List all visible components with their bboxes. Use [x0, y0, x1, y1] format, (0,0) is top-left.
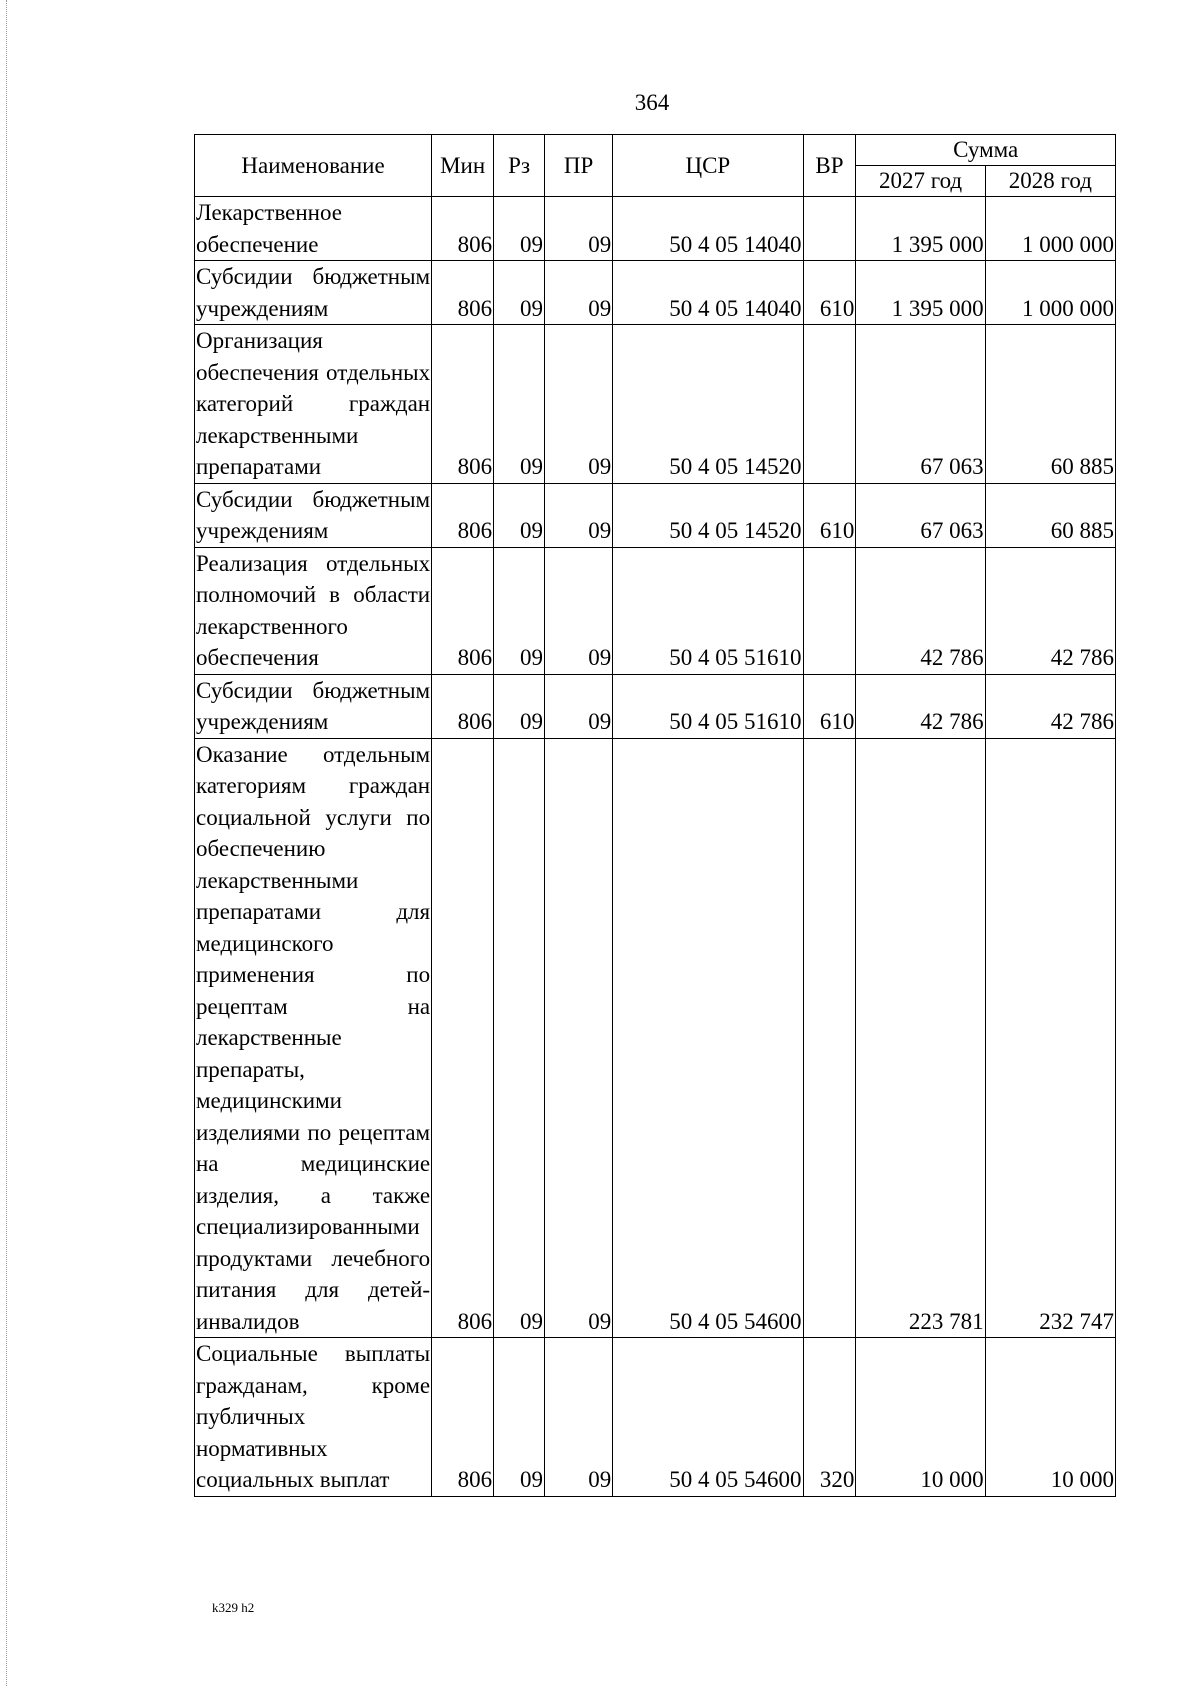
cell-pr: 09 [545, 325, 613, 484]
cell-vr: 320 [803, 1338, 856, 1497]
cell-rz: 09 [494, 1338, 545, 1497]
header-sum: Сумма [856, 135, 1116, 166]
cell-csr: 50 4 05 14520 [613, 483, 803, 547]
cell-name: Организация обеспечения отдельных категорий граждан лекарственными препаратами [195, 325, 432, 484]
cell-rz: 09 [494, 738, 545, 1338]
footer-code: k329 h2 [212, 1600, 255, 1615]
header-year-2028: 2028 год [985, 166, 1115, 197]
header-pr: ПР [545, 135, 613, 197]
cell-sum-2028: 1 000 000 [985, 261, 1115, 325]
cell-name: Субсидии бюджетным учреждениям [195, 261, 432, 325]
page-number: 364 [634, 90, 670, 115]
cell-min: 806 [432, 325, 494, 484]
table-row [195, 483, 1116, 547]
table-row [195, 325, 1116, 484]
cell-pr: 09 [545, 483, 613, 547]
header-min: Мин [432, 135, 494, 197]
cell-csr: 50 4 05 54600 [613, 1338, 803, 1497]
cell-rz: 09 [494, 547, 545, 674]
cell-name: Оказание отдельным категориям граждан социальной услуги по обеспечению лекарственными препаратами для медицинского применения по рецептам на лекарственные препараты, медицинскими изделиями по рецептам на медицинские изделия, а также специализированными продуктами лечебного питания для детей-инвалидов [195, 738, 432, 1338]
cell-sum-2028: 232 747 [985, 738, 1115, 1338]
table-row [195, 261, 1116, 325]
cell-vr [803, 197, 856, 261]
cell-sum-2028: 60 885 [985, 325, 1115, 484]
cell-csr: 50 4 05 14040 [613, 261, 803, 325]
cell-sum-2027: 1 395 000 [856, 261, 985, 325]
cell-rz: 09 [494, 674, 545, 738]
table-header [195, 135, 1116, 197]
header-year-2027: 2027 год [856, 166, 985, 197]
cell-name: Социальные выплаты гражданам, кроме публичных нормативных социальных выплат [195, 1338, 432, 1497]
header-rz: Рз [494, 135, 545, 197]
table-body [195, 197, 1116, 1497]
cell-vr: 610 [803, 483, 856, 547]
cell-min: 806 [432, 261, 494, 325]
cell-csr: 50 4 05 51610 [613, 547, 803, 674]
cell-vr [803, 738, 856, 1338]
cell-pr: 09 [545, 547, 613, 674]
cell-csr: 50 4 05 14040 [613, 197, 803, 261]
cell-sum-2027: 67 063 [856, 325, 985, 484]
cell-csr: 50 4 05 51610 [613, 674, 803, 738]
table-row [195, 1338, 1116, 1497]
cell-sum-2028: 60 885 [985, 483, 1115, 547]
cell-sum-2028: 1 000 000 [985, 197, 1115, 261]
cell-pr: 09 [545, 197, 613, 261]
table-row [195, 674, 1116, 738]
cell-sum-2027: 42 786 [856, 547, 985, 674]
header-csr: ЦСР [613, 135, 803, 197]
cell-pr: 09 [545, 261, 613, 325]
cell-sum-2027: 42 786 [856, 674, 985, 738]
cell-sum-2028: 42 786 [985, 547, 1115, 674]
cell-rz: 09 [494, 197, 545, 261]
cell-name: Субсидии бюджетным учреждениям [195, 674, 432, 738]
cell-min: 806 [432, 738, 494, 1338]
cell-sum-2027: 1 395 000 [856, 197, 985, 261]
cell-rz: 09 [494, 483, 545, 547]
table-row [195, 547, 1116, 674]
cell-sum-2027: 67 063 [856, 483, 985, 547]
cell-vr [803, 325, 856, 484]
cell-min: 806 [432, 547, 494, 674]
cell-vr: 610 [803, 261, 856, 325]
cell-pr: 09 [545, 738, 613, 1338]
cell-pr: 09 [545, 1338, 613, 1497]
cell-min: 806 [432, 197, 494, 261]
budget-table [194, 134, 1116, 1497]
cell-pr: 09 [545, 674, 613, 738]
header-vr: ВР [803, 135, 856, 197]
cell-min: 806 [432, 483, 494, 547]
cell-sum-2028: 42 786 [985, 674, 1115, 738]
cell-vr [803, 547, 856, 674]
cell-rz: 09 [494, 261, 545, 325]
table-row [195, 738, 1116, 1338]
cell-vr: 610 [803, 674, 856, 738]
header-name: Наименование [195, 135, 432, 197]
cell-name: Субсидии бюджетным учреждениям [195, 483, 432, 547]
cell-sum-2027: 10 000 [856, 1338, 985, 1497]
cell-rz: 09 [494, 325, 545, 484]
cell-min: 806 [432, 1338, 494, 1497]
cell-name: Реализация отдельных полномочий в области лекарственного обеспечения [195, 547, 432, 674]
cell-min: 806 [432, 674, 494, 738]
cell-sum-2027: 223 781 [856, 738, 985, 1338]
cell-sum-2028: 10 000 [985, 1338, 1115, 1497]
scan-edge-line [6, 0, 7, 1686]
cell-name: Лекарственное обеспечение [195, 197, 432, 261]
table-row [195, 197, 1116, 261]
cell-csr: 50 4 05 54600 [613, 738, 803, 1338]
cell-csr: 50 4 05 14520 [613, 325, 803, 484]
